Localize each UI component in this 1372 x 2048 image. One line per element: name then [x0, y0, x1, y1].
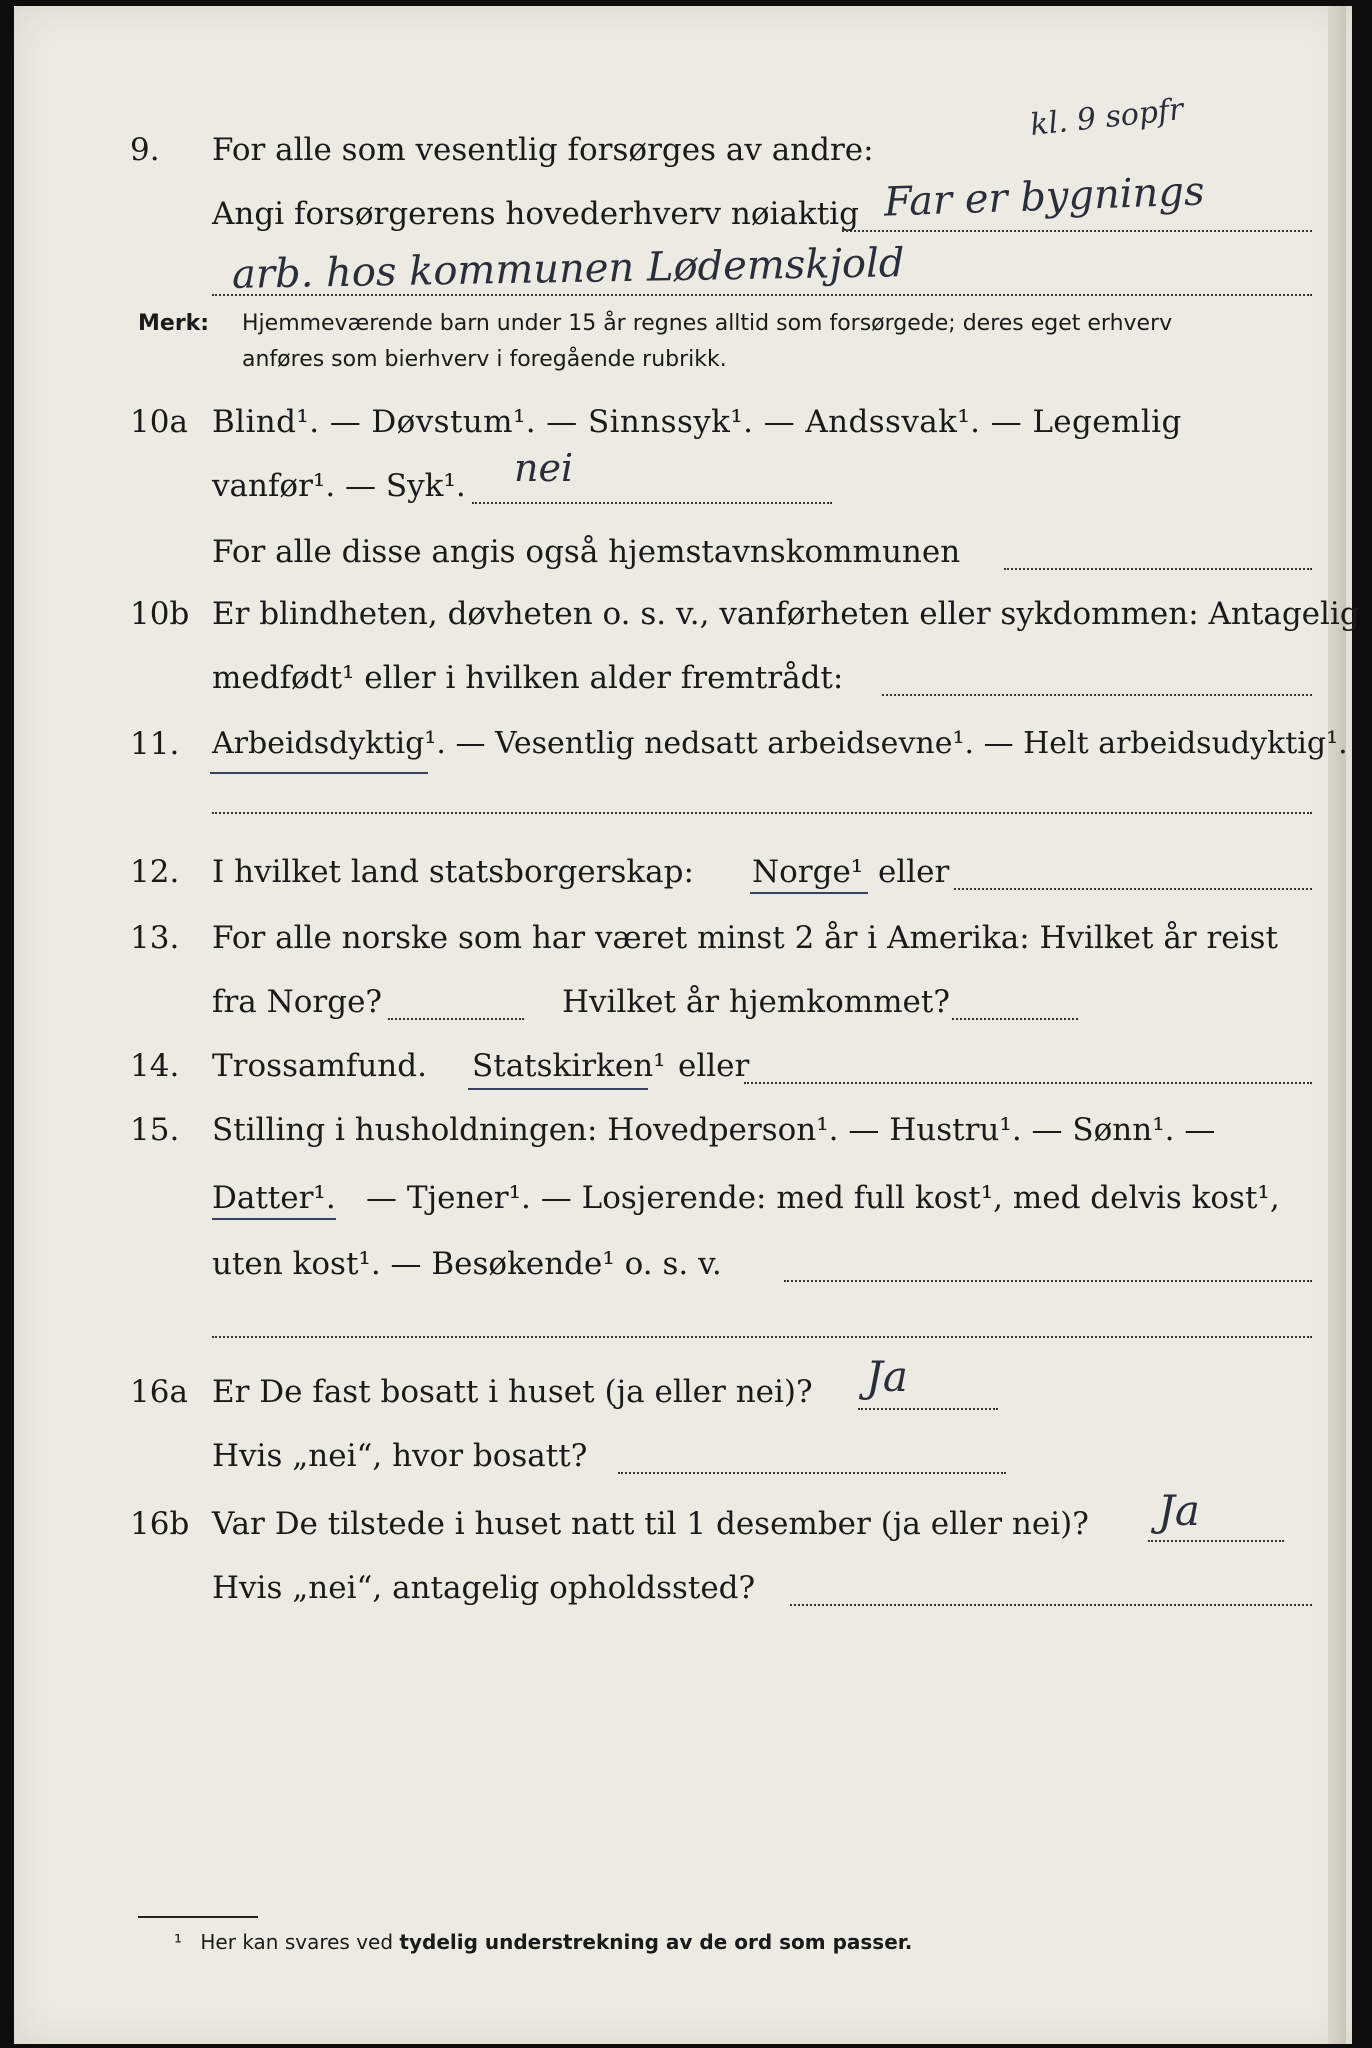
- q15-option-datter: Datter¹.: [212, 1180, 336, 1216]
- q9-number: 9.: [130, 132, 160, 168]
- q14-line1: [14, 1040, 1352, 1092]
- q10a-text1: Blind¹. — Døvstum¹. — Sinnssyk¹. — Andssvak¹. — Legemlig: [212, 404, 1182, 440]
- q12-answer-line: [954, 888, 1312, 890]
- q10b-line2: [14, 652, 1352, 704]
- q16b-answer-line: [1148, 1540, 1284, 1542]
- q10a-hometown-line: [1004, 568, 1312, 570]
- q10a-text2: vanfør¹. — Syk¹.: [212, 468, 466, 504]
- q10b-answer-line: [882, 694, 1312, 696]
- q12-number: 12.: [130, 854, 180, 890]
- q13-line2: [14, 976, 1352, 1028]
- q10a-line1: [14, 396, 1352, 448]
- q10b-number: 10b: [130, 596, 190, 632]
- q16b-location-line: [790, 1604, 1312, 1606]
- q13-departure-line: [388, 1018, 524, 1020]
- q16a-number: 16a: [130, 1374, 188, 1410]
- q14-text1: Trossamfund.: [212, 1048, 427, 1084]
- q13-return-line: [952, 1018, 1078, 1020]
- q13-text1: For alle norske som har været minst 2 år i Amerika: Hvilket år reist: [212, 920, 1278, 956]
- q9-handwritten-answer2: arb. hos kommunen Lødemskjold: [231, 240, 905, 298]
- q10b-text2: medfødt¹ eller i hvilken alder fremtrådt:: [212, 660, 844, 696]
- q11-answer-line: [212, 812, 1312, 814]
- q9-line1: [14, 124, 1352, 176]
- merk-text1: Hjemmeværende barn under 15 år regnes alltid som forsørgede; deres eget erhverv: [242, 311, 1173, 336]
- q15-answer-line2: [212, 1336, 1312, 1338]
- footnote-rule: [138, 1916, 258, 1918]
- q12-option-norge: Norge¹: [752, 854, 864, 890]
- q15-underline-mark: [212, 1218, 336, 1220]
- q16a-residence-line: [618, 1472, 1006, 1474]
- handwritten-note-top: kl. 9 sopfr: [1028, 92, 1185, 143]
- q10a-line2: [14, 460, 1352, 512]
- q16b-handwritten-answer: Ja: [1158, 1486, 1200, 1535]
- footnote-mark: ¹: [174, 1930, 183, 1954]
- q16b-line1: [14, 1498, 1352, 1550]
- q12-text1: I hvilket land statsborgerskap:: [212, 854, 694, 890]
- q15-number: 15.: [130, 1112, 180, 1148]
- q16b-text2: Hvis „nei“, antagelig opholdssted?: [212, 1570, 756, 1606]
- merk-label: Merk:: [138, 311, 210, 336]
- q9-text1: For alle som vesentlig forsørges av andre:: [212, 132, 874, 168]
- q16a-text2: Hvis „nei“, hvor bosatt?: [212, 1438, 588, 1474]
- q13-line1: [14, 912, 1352, 964]
- q10a-text3: For alle disse angis også hjemstavnskommunen: [212, 534, 961, 570]
- q16b-text1: Var De tilstede i huset natt til 1 desember (ja eller nei)?: [212, 1506, 1089, 1542]
- q15-answer-line: [784, 1280, 1312, 1282]
- q15-line2: [14, 1172, 1352, 1224]
- q14-underline-mark: [468, 1088, 648, 1090]
- census-form-page: [14, 6, 1360, 2044]
- q16a-answer-line: [858, 1408, 998, 1410]
- q14-option-statskirken: Statskirken¹: [472, 1048, 666, 1084]
- q16a-line1: [14, 1366, 1352, 1418]
- q15-text3: uten kost¹. — Besøkende¹ o. s. v.: [212, 1246, 722, 1282]
- q12-line1: [14, 846, 1352, 898]
- q16a-text1: Er De fast bosatt i huset (ja eller nei)?: [212, 1374, 813, 1410]
- q16a-line2: [14, 1430, 1352, 1482]
- q10a-handwritten-answer: nei: [514, 446, 574, 490]
- q10a-answer-line: [472, 502, 832, 504]
- q13-number: 13.: [130, 920, 180, 956]
- q10b-line1: [14, 588, 1360, 640]
- q14-tail: eller: [678, 1048, 750, 1084]
- q13-text2a: fra Norge?: [212, 984, 383, 1020]
- q15-line3: [14, 1238, 1352, 1290]
- q11-line1: [14, 718, 1352, 770]
- q16b-number: 16b: [130, 1506, 190, 1542]
- q9-answer-line: [842, 230, 1312, 232]
- q9-answer-line2: [212, 294, 1312, 296]
- q15-text1: Stilling i husholdningen: Hovedperson¹. — Hustru¹. — Sønn¹. —: [212, 1112, 1216, 1148]
- q16b-line2: [14, 1562, 1352, 1614]
- q10a-line3: [14, 526, 1352, 578]
- q11-text1: Arbeidsdyktig¹. — Vesentlig nedsatt arbeidsevne¹. — Helt arbeidsudyktig¹.: [212, 726, 1348, 761]
- footnote-text-a: Her kan svares ved: [200, 1930, 400, 1954]
- q11-underline-mark: [210, 772, 428, 774]
- footnote: [174, 1930, 912, 1954]
- q9-text2: Angi forsørgerens hovederhverv nøiaktig: [212, 196, 859, 232]
- q10a-number: 10a: [130, 404, 188, 440]
- q10b-text1: Er blindheten, døvheten o. s. v., vanførheten eller sykdommen: Antagelig: [212, 596, 1360, 632]
- q12-underline-mark: [750, 892, 868, 894]
- q9-handwritten-answer1: Far er bygnings: [883, 168, 1206, 226]
- q16a-handwritten-answer: Ja: [866, 1352, 908, 1401]
- merk-text2: anføres som bierhverv i foregående rubrikk.: [242, 347, 727, 372]
- q12-tail: eller: [878, 854, 950, 890]
- q14-number: 14.: [130, 1048, 180, 1084]
- q15-text2b: — Tjener¹. — Losjerende: med full kost¹, med delvis kost¹,: [366, 1180, 1280, 1216]
- footnote-text-b: tydelig understrekning av de ord som passer.: [399, 1930, 913, 1954]
- q11-number: 11.: [130, 726, 180, 762]
- q15-line1: [14, 1104, 1352, 1156]
- q13-text2b: Hvilket år hjemkommet?: [562, 984, 950, 1020]
- q14-answer-line: [744, 1082, 1312, 1084]
